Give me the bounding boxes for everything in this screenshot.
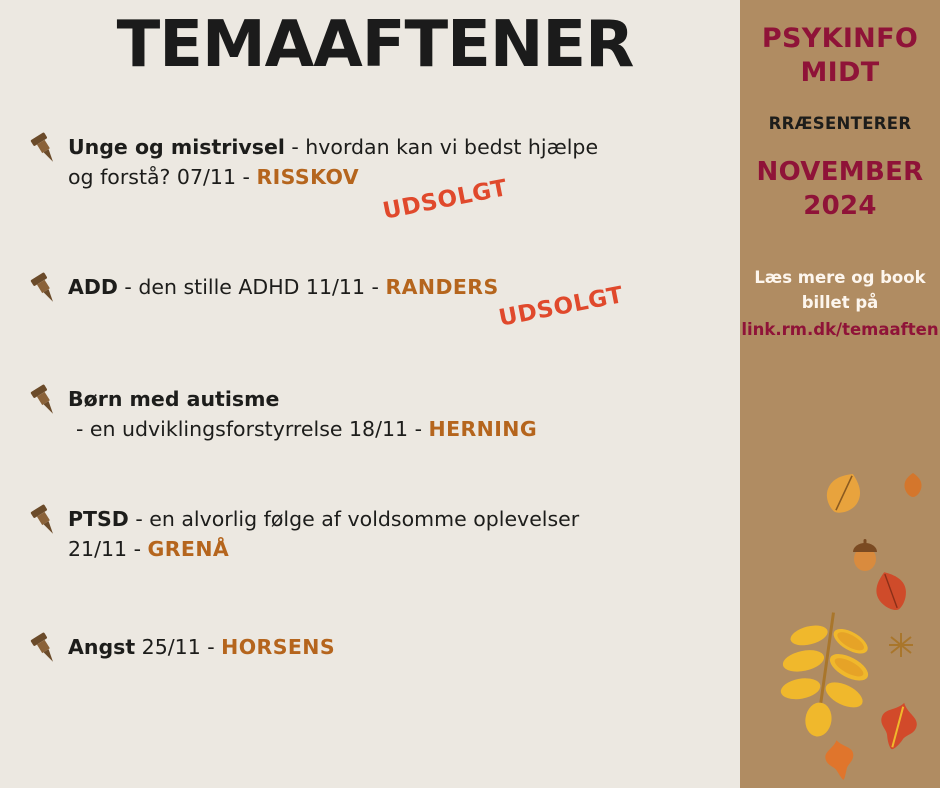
status-badge-soldout: UDSOLGT [380,175,510,225]
leaf-icon [818,738,862,786]
event-text [68,132,720,192]
event-desc-2: - en udviklingsforstyrrelse 18/11 - [76,417,429,441]
brand-line-2: MIDT [800,57,880,88]
brand-name [740,22,940,90]
event-desc: 25/11 - [135,635,222,659]
event-title: Angst [68,635,136,659]
event-title: ADD [68,275,118,299]
booking-line-2: billet på [801,293,879,312]
pin-icon [28,632,62,666]
event-title: Unge og mistrivsel [68,135,285,159]
page-title: TEMAAFTENER [116,8,634,82]
event-desc: - en alvorlig følge af voldsomme oplevelser [128,507,580,531]
month-label: NOVEMBER [756,157,924,187]
pin-icon [28,272,62,306]
list-item[interactable] [0,632,740,702]
event-text [68,384,720,444]
compound-leaf-icon [770,608,880,742]
presents-label: RRÆSENTERER [768,114,912,133]
event-text [68,632,720,662]
leaf-icon [872,700,924,756]
event-place: HERNING [428,417,538,441]
list-item[interactable] [0,132,740,272]
booking-link[interactable]: link.rm.dk/temaaften [741,320,939,339]
sidebar [740,0,940,788]
list-item[interactable] [0,272,740,384]
event-desc-2: og forstå? 07/11 - [68,165,257,189]
year-label: 2024 [803,191,877,221]
pin-icon [28,504,62,538]
status-badge-soldout: UDSOLGT [496,282,626,332]
event-desc-2: 21/11 - [68,537,148,561]
leaf-icon [820,470,868,520]
list-item[interactable] [0,384,740,504]
event-place: HORSENS [221,635,336,659]
leaf-icon [900,472,926,502]
pin-icon [28,384,62,418]
leaf-icon [888,632,914,662]
event-desc: - hvordan kan vi bedst hjælpe [284,135,599,159]
event-title: Børn med autisme [68,387,280,411]
booking-line-1: Læs mere og book [754,268,926,287]
event-place: GRENÅ [147,537,230,561]
event-desc: - den stille ADHD 11/11 - [117,275,386,299]
event-place: RANDERS [385,275,499,299]
list-item[interactable] [0,504,740,632]
booking-info [740,265,940,342]
event-place: RISSKOV [256,165,359,189]
event-title: PTSD [68,507,129,531]
pin-icon [28,132,62,166]
event-text [68,504,720,564]
event-list [0,132,740,702]
month-year [740,155,940,223]
brand-line-1: PSYKINFO [761,23,919,54]
